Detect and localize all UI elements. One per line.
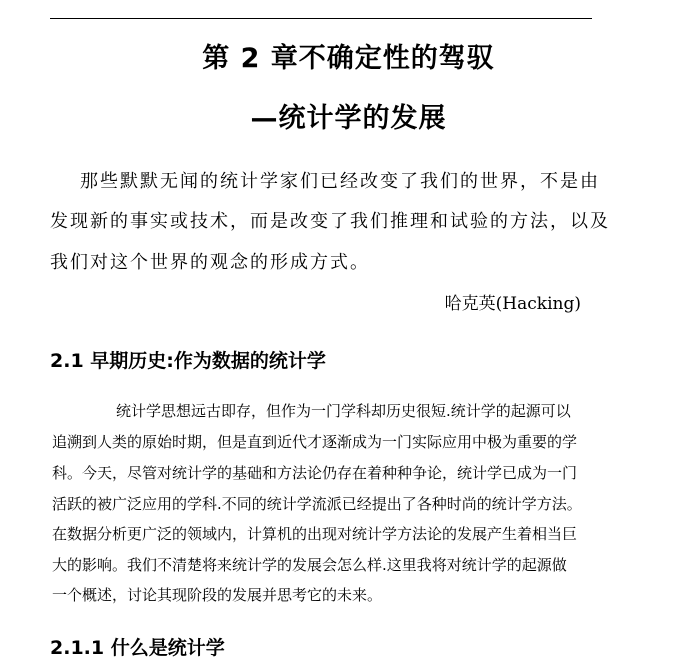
paragraph-line: 追溯到人类的原始时期，但是直到近代才逐渐成为一门实际应用中极为重要的学	[52, 433, 578, 451]
paragraph-line: 活跃的被广泛应用的学科.不同的统计学流派已经提出了各种时尚的统计学方法。	[52, 495, 582, 513]
paragraph-line: 大的影响。我们不清楚将来统计学的发展会怎么样.这里我将对统计学的起源做	[52, 556, 567, 574]
paragraph-line: 在数据分析更广泛的领域内，计算机的出现对统计学方法论的发展产生着相当巨	[52, 525, 578, 543]
chapter-subtitle: —统计学的发展	[250, 103, 447, 134]
paragraph-line: 一个概述，讨论其现阶段的发展并思考它的未来。	[52, 586, 383, 604]
epigraph-attribution: 哈克英(Hacking)	[444, 294, 581, 314]
paragraph-line: 统计学思想远古即存，但作为一门学科却历史很短.统计学的起源可以	[116, 402, 571, 420]
epigraph-line: 我们对这个世界的观念的形成方式。	[50, 252, 370, 273]
chapter-title: 第 2 章不确定性的驾驭	[202, 43, 495, 74]
header-rule	[50, 18, 592, 19]
section-heading-2-1-1: 2.1.1 什么是统计学	[50, 637, 225, 659]
paragraph-line: 科。今天，尽管对统计学的基础和方法论仍存在着种种争论，统计学已成为一门	[52, 464, 578, 482]
epigraph-line: 那些默默无闻的统计学家们已经改变了我们的世界，不是由	[80, 171, 600, 192]
section-heading-2-1: 2.1 早期历史:作为数据的统计学	[50, 350, 326, 372]
epigraph-line: 发现新的事实或技术，而是改变了我们推理和试验的方法，以及	[50, 211, 610, 232]
